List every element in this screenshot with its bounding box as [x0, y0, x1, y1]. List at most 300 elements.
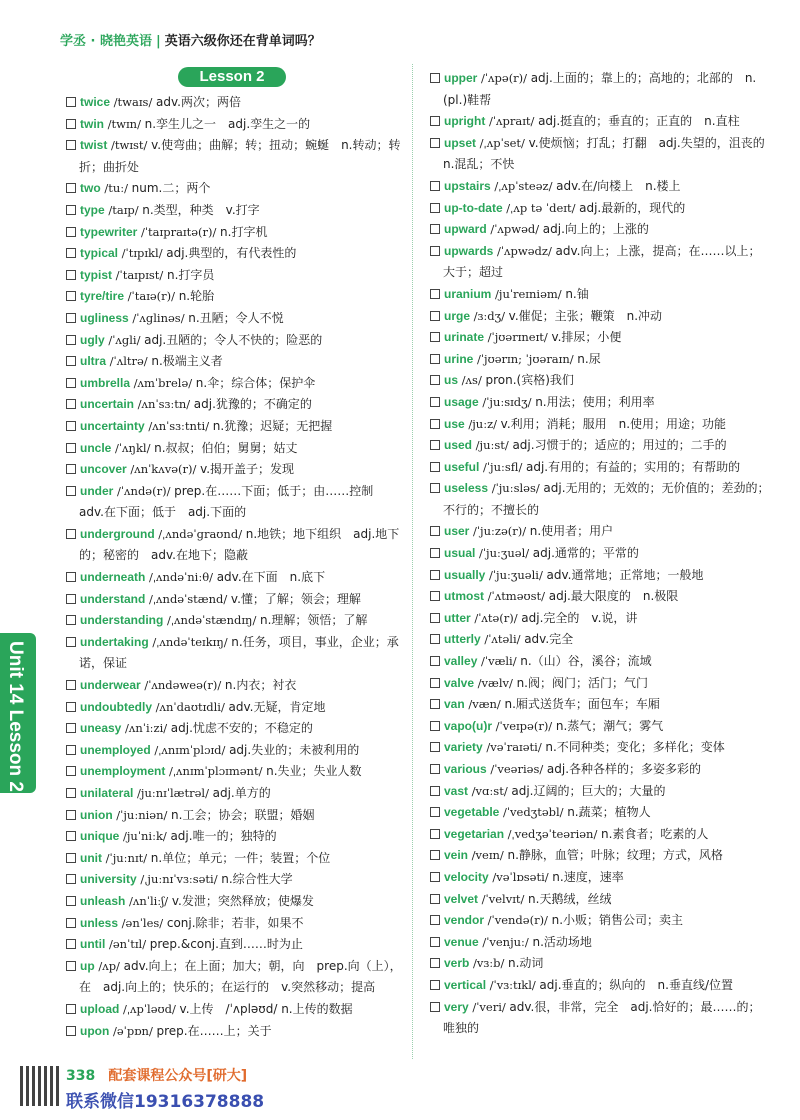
checkbox-icon[interactable]	[66, 140, 76, 150]
vocab-definition: adj.垂直的；纵向的 n.垂直线/位置	[539, 977, 734, 992]
vocab-definition: prep.&conj.直到……时为止	[149, 937, 303, 952]
vocab-definition: n.蔬菜；植物人	[567, 805, 651, 820]
checkbox-icon[interactable]	[430, 678, 440, 688]
vocab-definition: n.使用者；用户	[529, 524, 614, 539]
vocab-definition: n.蒸气；潮气；雾气	[555, 718, 664, 733]
checkbox-icon[interactable]	[430, 872, 440, 882]
vocab-entry	[66, 200, 406, 222]
vocab-entry	[66, 135, 406, 178]
vocab-definition: n.静脉，血管；叶脉；纹理；方式，风格	[507, 848, 723, 863]
vocab-word: union	[80, 807, 113, 822]
checkbox-icon[interactable]	[66, 529, 76, 539]
vocab-pronunciation: /ʌp/	[94, 958, 124, 973]
vocab-pronunciation: /ˈvedʒtəbl/	[499, 805, 568, 820]
vocab-word: unemployed	[80, 742, 151, 757]
vocab-word: uneasy	[80, 721, 122, 736]
checkbox-icon[interactable]	[66, 443, 76, 453]
checkbox-icon[interactable]	[430, 246, 440, 256]
vocab-definition: prep.在……上；关于	[156, 1023, 272, 1038]
checkbox-icon[interactable]	[430, 591, 440, 601]
checkbox-icon[interactable]	[66, 961, 76, 971]
checkbox-icon[interactable]	[430, 375, 440, 385]
vocab-definition: adj.唯一的；独特的	[170, 829, 277, 844]
vocab-definition: adv.很，非常，完全 adj.恰好的；最……的；唯独的	[443, 999, 761, 1036]
vocab-entry	[66, 524, 406, 567]
vocab-pronunciation: /ʌnˈkʌvə(r)/	[126, 462, 201, 477]
checkbox-icon[interactable]	[66, 810, 76, 820]
checkbox-icon[interactable]	[66, 399, 76, 409]
vocab-definition: v.催促；主张；鞭策 n.冲动	[508, 308, 663, 323]
checkbox-icon[interactable]	[66, 291, 76, 301]
vocab-entry	[430, 284, 770, 306]
checkbox-icon[interactable]	[430, 203, 440, 213]
vocab-pronunciation: /ˈvɜːtɪkl/	[486, 977, 540, 992]
vocab-definition: conj.除非；若非，如果不	[166, 915, 304, 930]
vocab-word: twist	[80, 138, 108, 153]
vocab-entry	[66, 330, 406, 352]
vocab-pronunciation: /ˌʌnɪmˈplɔɪd/	[150, 742, 230, 757]
vocab-pronunciation: /juːst/	[472, 438, 513, 453]
checkbox-icon[interactable]	[430, 634, 440, 644]
vocab-definition: adv.两次；两倍	[155, 95, 241, 109]
vocab-entry	[430, 651, 770, 673]
footer	[66, 1065, 386, 1112]
vocab-entry	[66, 459, 406, 481]
vocab-definition: adj.通常的；平常的	[532, 546, 639, 561]
vocab-word: useless	[444, 481, 489, 496]
checkbox-icon[interactable]	[66, 637, 76, 647]
vocab-entry	[430, 867, 770, 889]
vocab-word: verb	[444, 956, 470, 971]
vocab-definition: n.小贩；销售公司；卖主	[551, 913, 684, 928]
vocab-word: up	[80, 958, 95, 973]
vocab-entry	[66, 286, 406, 308]
checkbox-icon[interactable]	[430, 829, 440, 839]
vocab-entry	[66, 416, 406, 438]
vocab-definition: v.排尿；小便	[551, 330, 622, 345]
vocab-word: uncover	[80, 462, 127, 477]
checkbox-icon[interactable]	[66, 421, 76, 431]
vocab-word: typist	[80, 267, 113, 282]
vocab-entry	[66, 956, 406, 999]
vocab-word: usage	[444, 394, 479, 409]
vocab-entry	[66, 675, 406, 697]
checkbox-icon[interactable]	[66, 270, 76, 280]
checkbox-icon[interactable]	[430, 764, 440, 774]
vocab-definition: adj.忧虑不安的；不稳定的	[170, 721, 313, 736]
checkbox-icon[interactable]	[430, 548, 440, 558]
checkbox-icon[interactable]	[430, 332, 440, 342]
vocab-pronunciation: /ˈjuːʒuəl/	[475, 546, 533, 561]
checkbox-icon[interactable]	[430, 462, 440, 472]
checkbox-icon[interactable]	[430, 570, 440, 580]
vocab-entry	[66, 632, 406, 675]
checkbox-icon[interactable]	[430, 311, 440, 321]
vocab-pronunciation: /ˈʌpə(r)/	[477, 71, 531, 85]
vocab-entry	[430, 694, 770, 716]
vocab-word: underground	[80, 526, 155, 541]
vocab-pronunciation: /ˌʌnɪmˈplɔɪmənt/	[165, 764, 267, 779]
vocab-word: user	[444, 524, 470, 539]
vocab-definition: n.失业；失业人数	[266, 764, 362, 779]
vocab-word: type	[80, 202, 105, 217]
vocab-definition: n.地铁；地下组织 adj.地下的；秘密的 adv.在地下；隐蔽	[79, 526, 400, 563]
vocab-entry	[66, 178, 406, 200]
vocab-definition: v.揭开盖子；发现	[200, 462, 295, 477]
vocab-word: upright	[444, 114, 486, 129]
vocab-pronunciation: /vɑːst/	[468, 783, 512, 798]
vocab-word: upwards	[444, 243, 494, 258]
vocab-word: uncle	[80, 440, 112, 455]
vocab-word: van	[444, 697, 465, 712]
checkbox-icon[interactable]	[430, 915, 440, 925]
checkbox-icon[interactable]	[66, 853, 76, 863]
vocab-pronunciation: /ˈveri/	[468, 999, 510, 1014]
checkbox-icon[interactable]	[430, 807, 440, 817]
vocab-entry	[430, 975, 770, 997]
checkbox-icon[interactable]	[430, 786, 440, 796]
vocab-entry	[430, 435, 770, 457]
vocab-word: various	[444, 762, 487, 776]
vocab-entry	[430, 414, 770, 436]
vocab-word: vast	[444, 783, 469, 798]
checkbox-icon[interactable]	[66, 594, 76, 604]
checkbox-icon[interactable]	[66, 227, 76, 237]
vocab-word: until	[80, 937, 106, 952]
vocab-word: unilateral	[80, 786, 134, 800]
vocab-entry	[66, 265, 406, 287]
vocab-definition: v.懂；了解；领会；理解	[230, 591, 361, 606]
vocab-pronunciation: /ʌnˈsɜːtn/	[134, 397, 194, 412]
checkbox-icon[interactable]	[66, 119, 76, 129]
vocab-entry	[430, 997, 770, 1040]
vocab-word: understanding	[80, 613, 164, 628]
vocab-entry	[66, 891, 406, 913]
vocab-pronunciation: /əˈpɒn/	[109, 1023, 157, 1038]
checkbox-icon[interactable]	[66, 788, 76, 798]
vocab-word: vegetarian	[444, 826, 505, 841]
checkbox-icon[interactable]	[66, 205, 76, 215]
vocab-pronunciation: /ˈtaɪə(r)/	[124, 289, 179, 304]
checkbox-icon[interactable]	[66, 486, 76, 496]
unit-side-tab	[0, 633, 36, 793]
vocab-definition: adj.上面的；靠上的；高地的；北部的 n.(pl.)鞋帮	[443, 71, 757, 107]
vocab-definition: adv.完全	[524, 632, 574, 647]
checkbox-icon[interactable]	[430, 419, 440, 429]
checkbox-icon[interactable]	[430, 526, 440, 536]
vocab-pronunciation: /ʌnˈiːzi/	[121, 721, 171, 736]
vocab-pronunciation: /juːnɪˈlætrəl/	[133, 786, 213, 800]
vocab-entry	[430, 241, 770, 284]
vocab-entry	[66, 243, 406, 265]
vocab-pronunciation: /ˌʌndəˈstændɪŋ/	[163, 613, 260, 628]
vocab-pronunciation: /væn/	[464, 697, 505, 712]
vocab-word: unleash	[80, 893, 126, 908]
vocab-entry	[430, 802, 770, 824]
vocab-definition: adj.向上的；上涨的	[542, 222, 649, 237]
vocab-pronunciation: /ˌʌpˈset/	[476, 135, 529, 150]
checkbox-icon[interactable]	[66, 702, 76, 712]
checkbox-icon[interactable]	[66, 615, 76, 625]
vocab-entry	[66, 934, 406, 956]
vocab-pronunciation: /ˈveɪpə(r)/	[492, 718, 556, 733]
vocab-definition: adj.最新的，现代的	[579, 200, 686, 215]
vocab-pronunciation: /ˈtaɪpraɪtə(r)/	[137, 224, 221, 239]
vocab-entry	[66, 610, 406, 632]
vocab-definition: adv.无疑，肯定地	[228, 699, 326, 714]
vocab-pronunciation: /ˈjuːsləs/	[488, 481, 544, 496]
vocab-definition: adj.丑陋的；令人不快的；险恶的	[144, 332, 323, 347]
vocab-definition: n.轮胎	[178, 289, 215, 304]
vocab-pronunciation: /ˈtɪpɪkl/	[118, 246, 167, 261]
vocab-entry	[66, 438, 406, 460]
vocab-definition: n.类型，种类 v.打字	[142, 202, 260, 217]
vocab-entry	[430, 176, 770, 198]
vocab-entry	[430, 111, 770, 133]
vocab-entry	[66, 697, 406, 719]
checkbox-icon[interactable]	[430, 721, 440, 731]
vocab-pronunciation: /ˈjʊərɪn; ˈjʊəraɪn/	[473, 351, 578, 366]
vocab-definition: v.使弯曲；曲解；转；扭动；蜿蜒 n.转动；转折；曲折处	[79, 138, 401, 174]
checkbox-icon[interactable]	[66, 723, 76, 733]
vocab-word: velvet	[444, 891, 479, 906]
vocab-pronunciation: /ˈjuːʒuəli/	[485, 567, 547, 582]
vocab-word: ugliness	[80, 310, 129, 325]
checkbox-icon[interactable]	[430, 850, 440, 860]
vocab-pronunciation: /ˌʌndəˈstænd/	[145, 591, 231, 606]
vocab-pronunciation: /ˈʌpwədz/	[493, 243, 556, 258]
vocab-entry	[66, 783, 406, 805]
checkbox-icon[interactable]	[66, 335, 76, 345]
vocab-pronunciation: /ˈtaɪpɪst/	[112, 267, 167, 282]
vocab-pronunciation: /ˌjuːnɪˈvɜːsəti/	[136, 872, 222, 887]
checkbox-icon[interactable]	[430, 656, 440, 666]
vocab-pronunciation: /ˈʌŋkl/	[111, 440, 155, 455]
vocab-word: typical	[80, 246, 119, 261]
vocab-word: valve	[444, 675, 475, 690]
checkbox-icon[interactable]	[430, 138, 440, 148]
vocab-word: useful	[444, 459, 480, 474]
vocab-definition: adj.各种各样的；多姿多彩的	[546, 762, 702, 776]
checkbox-icon[interactable]	[66, 874, 76, 884]
vocab-word: up-to-date	[444, 200, 503, 215]
vocab-definition: adv.通常地；正常地；一般地	[546, 567, 704, 582]
vocab-definition: n.动词	[508, 956, 544, 971]
vocab-definition: n.丑陋；令人不悦	[188, 310, 284, 325]
vocab-definition: v.发泄；突然释放；使爆发	[171, 893, 314, 908]
vocab-word: unit	[80, 850, 102, 865]
checkbox-icon[interactable]	[66, 313, 76, 323]
vocab-pronunciation: /ˈjuːsfl/	[479, 459, 526, 474]
vocab-pronunciation: /ˈʌpraɪt/	[485, 114, 539, 129]
checkbox-icon[interactable]	[430, 699, 440, 709]
vocab-entry	[430, 608, 770, 630]
checkbox-icon[interactable]	[430, 116, 440, 126]
vocab-word: twin	[80, 116, 104, 131]
vocab-definition: adv.在下面 n.底下	[216, 570, 326, 585]
vocab-entry	[430, 133, 777, 176]
checkbox-icon[interactable]	[430, 937, 440, 947]
vocab-pronunciation: /ʌs/	[458, 373, 486, 388]
vocab-pronunciation: /twɪn/	[104, 116, 145, 131]
vocab-word: ugly	[80, 332, 105, 347]
left-column	[66, 92, 406, 1042]
vocab-pronunciation: /ˌʌpˈsteəz/	[490, 178, 557, 193]
checkbox-icon[interactable]	[430, 440, 440, 450]
checkbox-icon[interactable]	[430, 181, 440, 191]
vocab-pronunciation: /ˈʌndəweə(r)/	[140, 678, 225, 693]
checkbox-icon[interactable]	[430, 354, 440, 364]
watermark-line-2: 联系微信19316378888	[66, 1092, 265, 1112]
vocab-definition: v.上传 /ˈʌpləʊd/ n.上传的数据	[179, 1001, 353, 1016]
checkbox-icon[interactable]	[66, 572, 76, 582]
vocab-definition: adv.向上；在上面；加大；朝，向 prep.向（上），在 adj.向上的；快乐的；在运行的 v.突然移动；提高	[79, 958, 402, 995]
vocab-word: upper	[444, 71, 478, 85]
vocab-entry	[430, 219, 770, 241]
vocab-pronunciation: /ˈʌgli/	[104, 332, 145, 347]
vocab-word: variety	[444, 740, 483, 755]
vocab-pronunciation: /ˈʌglinəs/	[128, 310, 189, 325]
vocab-entry	[66, 394, 406, 416]
vocab-definition: n.伞；综合体；保护伞	[195, 375, 316, 390]
vocab-word: upward	[444, 222, 487, 237]
vocab-word: undoubtedly	[80, 699, 152, 714]
checkbox-icon[interactable]	[430, 1002, 440, 1012]
vocab-definition: v.利用；消耗；服用 n.使用；用途；功能	[500, 416, 727, 431]
checkbox-icon[interactable]	[66, 248, 76, 258]
checkbox-icon[interactable]	[66, 766, 76, 776]
checkbox-icon[interactable]	[66, 1004, 76, 1014]
checkbox-icon[interactable]	[66, 356, 76, 366]
vocab-entry	[430, 370, 770, 392]
vocab-entry	[430, 737, 770, 759]
vocab-entry	[430, 543, 770, 565]
checkbox-icon[interactable]	[430, 483, 440, 493]
vocab-pronunciation: /tuː/	[100, 181, 132, 196]
vocab-pronunciation: /ʌmˈbrelə/	[130, 375, 196, 390]
vocab-pronunciation: /ˈvendə(r)/	[484, 913, 552, 928]
vocab-definition: adj.挺直的；垂直的；正直的 n.直柱	[538, 114, 740, 129]
checkbox-icon[interactable]	[66, 97, 76, 107]
checkbox-icon[interactable]	[430, 742, 440, 752]
vocab-definition: adv.在/向楼上 n.楼上	[556, 178, 681, 193]
vocab-word: uncertain	[80, 397, 135, 412]
vocab-word: upload	[80, 1001, 120, 1016]
vocab-definition: n.工会；协会；联盟；婚姻	[171, 807, 315, 822]
vocab-entry	[66, 869, 406, 891]
vocab-definition: adj.失业的；未被利用的	[229, 742, 360, 757]
vocab-pronunciation: /veɪn/	[468, 848, 508, 863]
checkbox-icon[interactable]	[430, 894, 440, 904]
header-separator: |	[156, 34, 161, 49]
vocab-word: use	[444, 416, 465, 431]
vocab-pronunciation: /vəˈraɪəti/	[482, 740, 546, 755]
checkbox-icon[interactable]	[430, 958, 440, 968]
vocab-pronunciation: /ˈʌndə(r)/	[113, 483, 175, 498]
vocab-definition: n.打字机	[220, 224, 268, 239]
vocab-word: ultra	[80, 354, 107, 369]
vocab-entry	[430, 198, 770, 220]
vocab-entry	[430, 565, 770, 587]
vocab-definition: adj.无用的；无效的；无价值的；差劲的；不行的；不擅长的	[443, 481, 770, 517]
checkbox-icon[interactable]	[430, 73, 440, 83]
vocab-pronunciation: /ʌnˈdaʊtɪdli/	[152, 699, 229, 714]
checkbox-icon[interactable]	[66, 939, 76, 949]
vocab-word: unless	[80, 915, 119, 930]
vocab-word: umbrella	[80, 375, 131, 390]
vocab-pronunciation: /ˌʌndəˈniːθ/	[145, 570, 217, 585]
vocab-entry	[430, 457, 770, 479]
vocab-pronunciation: /ˈʌltrə/	[106, 354, 152, 369]
vocab-word: understand	[80, 591, 146, 606]
checkbox-icon[interactable]	[66, 1026, 76, 1036]
vocab-definition: n.素食者；吃素的人	[601, 826, 709, 841]
checkbox-icon[interactable]	[66, 918, 76, 928]
vocab-entry	[430, 306, 770, 328]
checkbox-icon[interactable]	[66, 378, 76, 388]
vocab-pronunciation: /vəˈlɒsəti/	[488, 869, 553, 884]
vocab-word: unique	[80, 829, 120, 844]
vocab-entry	[430, 889, 770, 911]
vocab-definition: pron.(宾格)我们	[485, 373, 574, 388]
vocab-pronunciation: /ˈʌtməʊst/	[484, 589, 549, 604]
vocab-word: upset	[444, 135, 477, 150]
vocab-definition: adj.有用的；有益的；实用的；有帮助的	[525, 459, 741, 474]
vocab-entry	[66, 567, 406, 589]
vocab-definition: adj.典型的，有代表性的	[166, 246, 297, 261]
checkbox-icon[interactable]	[66, 680, 76, 690]
vocab-entry	[66, 92, 406, 114]
checkbox-icon[interactable]	[430, 613, 440, 623]
vocab-entry	[430, 781, 770, 803]
vocab-pronunciation: /juˈreɪniəm/	[491, 286, 566, 301]
vocab-word: us	[444, 373, 459, 388]
vocab-definition: n.综合性大学	[221, 872, 293, 887]
vocab-word: vapo(u)r	[444, 718, 492, 733]
checkbox-icon[interactable]	[66, 183, 76, 193]
vocab-word: very	[444, 999, 469, 1014]
vocab-entry	[430, 68, 770, 111]
vocab-word: utmost	[444, 589, 484, 604]
checkbox-icon[interactable]	[430, 980, 440, 990]
vocab-word: vein	[444, 848, 469, 863]
vocab-pronunciation: /ˈʌtəli/	[480, 632, 525, 647]
checkbox-icon[interactable]	[430, 224, 440, 234]
vocab-definition: adj.习惯于的；适应的；用过的；二手的	[512, 438, 727, 453]
vocab-pronunciation: /vælv/	[474, 675, 517, 690]
vocab-entry	[66, 999, 406, 1021]
checkbox-icon[interactable]	[66, 745, 76, 755]
vocab-entry	[66, 308, 406, 330]
vocab-word: uncertainty	[80, 418, 145, 433]
vocab-pronunciation: /ˈveəriəs/	[486, 762, 547, 776]
column-divider	[412, 64, 414, 1059]
checkbox-icon[interactable]	[430, 397, 440, 407]
vocab-pronunciation: /ˈvelvɪt/	[478, 891, 529, 906]
checkbox-icon[interactable]	[66, 831, 76, 841]
vocab-pronunciation: /ˈvæli/	[477, 654, 521, 669]
vocab-word: twice	[80, 95, 111, 109]
vocab-entry	[66, 740, 406, 762]
vocab-definition: n.厢式送货车；面包车；车厢	[504, 697, 660, 712]
vocab-definition: n.打字员	[166, 267, 215, 282]
vocab-pronunciation: /ˌʌp tə ˈdeɪt/	[502, 200, 580, 215]
checkbox-icon[interactable]	[66, 896, 76, 906]
checkbox-icon[interactable]	[430, 289, 440, 299]
vocab-definition: n.极端主义者	[151, 354, 223, 369]
vocab-pronunciation: /ənˈles/	[118, 915, 167, 930]
checkbox-icon[interactable]	[66, 464, 76, 474]
